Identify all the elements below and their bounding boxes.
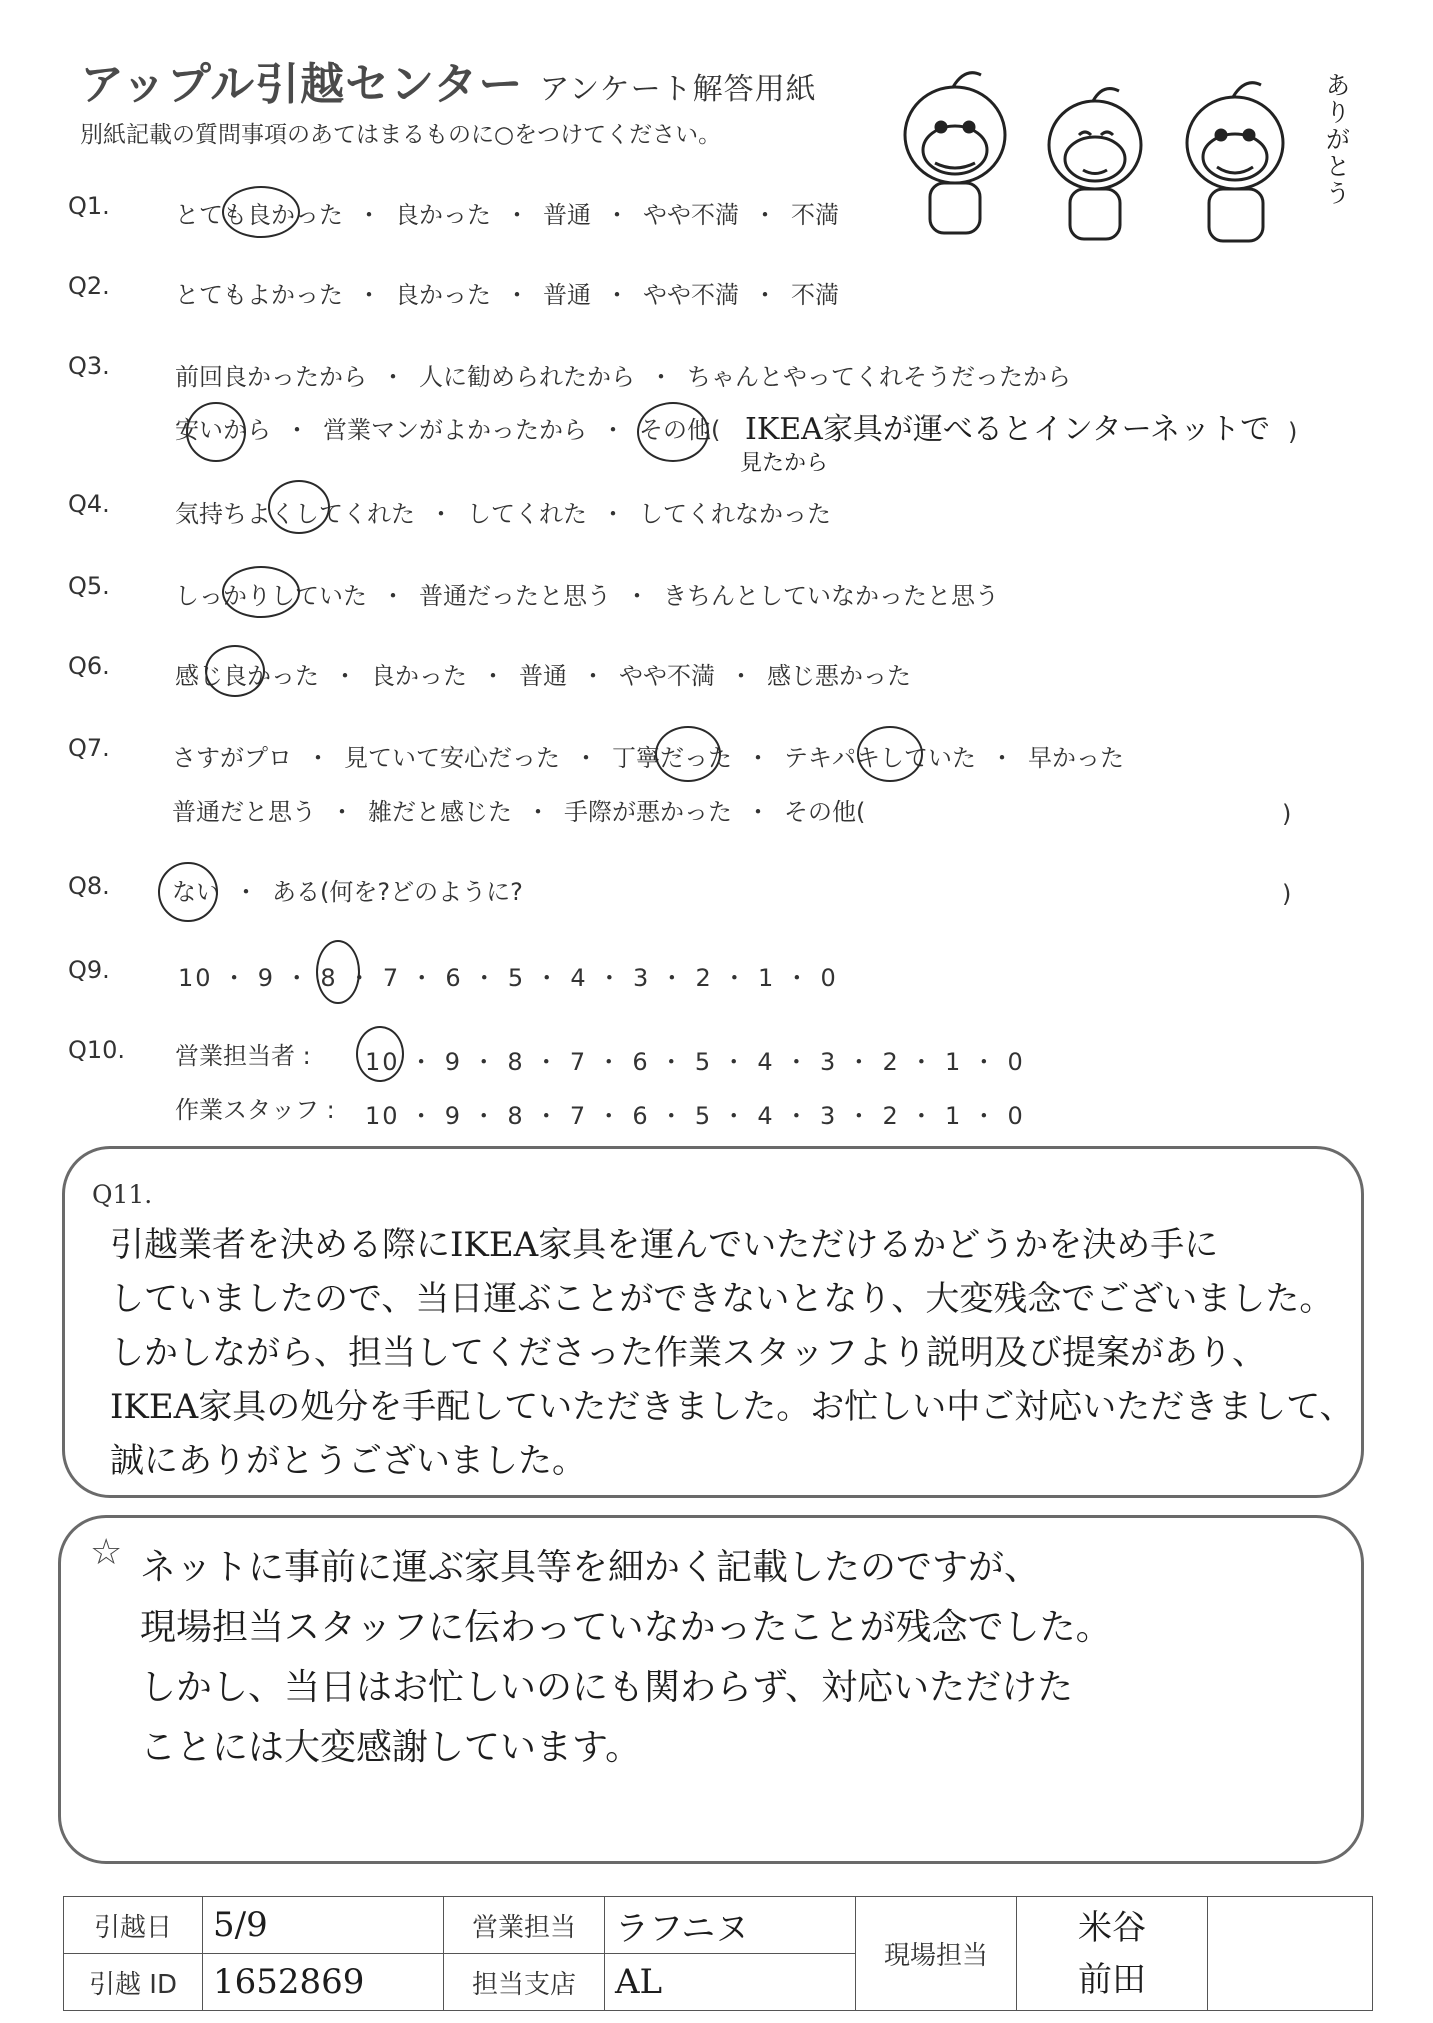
q3-option[interactable]: 安いから [175, 416, 271, 444]
q11-comment-text [110, 1218, 1354, 1488]
q2-option[interactable]: とてもよかった [175, 281, 343, 309]
q3-option[interactable]: ちゃんとやってくれそうだったから [687, 363, 1071, 391]
q5-option[interactable]: きちんとしていなかったと思う [663, 582, 999, 610]
monkey-1-icon [905, 73, 1005, 233]
q4-option[interactable]: してくれなかった [639, 500, 831, 528]
q6-option[interactable]: 良かった [371, 662, 467, 690]
monkey-2-icon [1049, 89, 1141, 239]
q1-option[interactable]: やや不満 [643, 201, 739, 229]
answer-circle [637, 402, 709, 462]
q11-line: していましたので、当日運ぶことができないとなり、大変残念でございました。 [110, 1279, 1334, 1319]
site-label: 現場担当 [856, 1897, 1017, 2011]
q7-option[interactable]: さすがプロ [172, 744, 292, 772]
q2-option[interactable]: 不満 [791, 281, 839, 309]
answer-circle [222, 566, 300, 618]
q4-option[interactable]: してくれた [467, 500, 587, 528]
q8-options: ない ・ ある(何を?どのように? [172, 878, 523, 906]
q7-option[interactable]: その他( [784, 798, 866, 826]
q8-option[interactable]: ない [172, 878, 220, 906]
q10-staff-scale[interactable]: 10 ・ 9 ・ 8 ・ 7 ・ 6 ・ 5 ・ 4 ・ 3 ・ 2 ・ 1 ・ 0 [365, 1102, 1025, 1130]
q7-option[interactable]: 普通だと思う [172, 798, 316, 826]
q11-line: しかしながら、担当してくださった作業スタッフより説明及び提案があり、 [110, 1333, 1266, 1373]
form-name: アンケート解答用紙 [539, 72, 817, 107]
q1-options: とても良かった ・ 良かった ・ 普通 ・ やや不満 ・ 不満 [175, 201, 839, 229]
answer-circle [857, 726, 923, 782]
q3-other-answer: IKEA家具が運べるとインターネットで [745, 412, 1271, 447]
q1-option[interactable]: 不満 [791, 201, 839, 229]
q6-option[interactable]: 感じ良かった [175, 662, 319, 690]
answer-circle [158, 862, 218, 922]
star-icon: ☆ [90, 1532, 123, 1573]
move-id-value: 1652869 [203, 1954, 444, 2011]
q3-other-answer-2: 見たから [740, 451, 829, 476]
q6-option[interactable]: 普通 [519, 662, 567, 690]
answer-circle [205, 645, 265, 697]
q5-option[interactable]: しっかりしていた [175, 582, 367, 610]
q2-options: とてもよかった ・ 良かった ・ 普通 ・ やや不満 ・ 不満 [175, 281, 839, 309]
branch-value: AL [605, 1954, 856, 2011]
q4-options: 気持ちよくしてくれた ・ してくれた ・ してくれなかった [175, 500, 831, 528]
q11-line: 引越業者を決める際にIKEA家具を運んでいただけるかどうかを決め手に [110, 1225, 1219, 1265]
site-value-2: 前田 [1078, 1959, 1146, 2000]
move-date-value: 5/9 [203, 1897, 444, 1954]
q7-option[interactable]: テキパキしていた [784, 744, 976, 772]
q7-close-paren: ) [1282, 800, 1292, 828]
q7-option[interactable]: 丁寧だった [612, 744, 732, 772]
free-comment-text [140, 1538, 1112, 1778]
answer-circle [655, 726, 721, 782]
q7-option[interactable]: 雑だと感じた [368, 798, 512, 826]
q1-option[interactable]: 良かった [395, 201, 491, 229]
q11-line: 誠にありがとうございました。 [110, 1441, 586, 1481]
q8-option[interactable]: ある(何を?どのように? [272, 878, 523, 906]
move-date-label: 引越日 [64, 1897, 203, 1954]
q1-option[interactable]: 普通 [543, 201, 591, 229]
q8-close-paren: ) [1282, 880, 1292, 908]
instruction-text: 別紙記載の質問事項のあてはまるものに○をつけてください。 [80, 122, 722, 148]
answer-circle [268, 480, 330, 534]
move-id-label: 引越 ID [64, 1954, 203, 2011]
q2-option[interactable]: やや不満 [643, 281, 739, 309]
q7-option[interactable]: 早かった [1028, 744, 1124, 772]
q9-number: Q9. [68, 956, 110, 984]
site-value-1: 米谷 [1078, 1907, 1146, 1948]
q10-number: Q10. [68, 1036, 126, 1064]
thanks-text: ありがとう [1322, 72, 1351, 207]
q5-number: Q5. [68, 572, 110, 600]
comment-line: しかし、当日はお忙しいのにも関わらず、対応いただけた [140, 1667, 1074, 1708]
sales-label: 営業担当 [444, 1897, 605, 1954]
q7-options-line2: 普通だと思う ・ 雑だと感じた ・ 手際が悪かった ・ その他( [172, 798, 866, 826]
q10-staff-label: 作業スタッフ : [175, 1096, 335, 1124]
q7-number: Q7. [68, 734, 110, 762]
q3-options-line2: 安いから ・ 営業マンがよかったから ・ その他( [175, 416, 721, 444]
q11-line: IKEA家具の処分を手配していただきました。お忙しい中ご対応いただきまして、 [110, 1387, 1354, 1427]
site-value [1017, 1897, 1208, 2011]
q7-option[interactable]: 手際が悪かった [564, 798, 732, 826]
q5-options: しっかりしていた ・ 普通だったと思う ・ きちんとしていなかったと思う [175, 582, 999, 610]
q6-options: 感じ良かった ・ 良かった ・ 普通 ・ やや不満 ・ 感じ悪かった [175, 662, 911, 690]
q3-close-paren: ) [1288, 418, 1298, 446]
q3-option[interactable]: 前回良かったから [175, 363, 367, 391]
q4-option[interactable]: 気持ちよくしてくれた [175, 500, 415, 528]
q3-option[interactable]: その他( [639, 416, 721, 444]
q7-option[interactable]: 見ていて安心だった [344, 744, 560, 772]
q6-option[interactable]: 感じ悪かった [767, 662, 911, 690]
q3-option[interactable]: 営業マンがよかったから [323, 416, 587, 444]
q1-option[interactable]: とても良かった [175, 201, 343, 229]
comment-line: ネットに事前に運ぶ家具等を細かく記載したのですが、 [140, 1547, 1041, 1588]
q5-option[interactable]: 普通だったと思う [419, 582, 611, 610]
q9-scale[interactable]: 10 ・ 9 ・ 8 ・ 7 ・ 6 ・ 5 ・ 4 ・ 3 ・ 2 ・ 1 ・ 0 [178, 964, 838, 992]
q2-option[interactable]: 良かった [395, 281, 491, 309]
q1-number: Q1. [68, 192, 110, 220]
q10-sales-label: 営業担当者 : [175, 1042, 311, 1070]
comment-line: ことには大変感謝しています。 [140, 1727, 642, 1768]
q11-label: Q11. [92, 1180, 153, 1209]
answer-circle [316, 940, 360, 1004]
company-name: アップル引越センター [80, 59, 524, 110]
q4-number: Q4. [68, 490, 110, 518]
q3-options-line1: 前回良かったから ・ 人に勧められたから ・ ちゃんとやってくれそうだったから [175, 363, 1071, 391]
answer-circle [222, 186, 300, 238]
form-title [80, 48, 817, 112]
q3-number: Q3. [68, 352, 110, 380]
q6-option[interactable]: やや不満 [619, 662, 715, 690]
answer-circle [356, 1026, 404, 1082]
q2-number: Q2. [68, 272, 110, 300]
q10-sales-scale[interactable]: 10 ・ 9 ・ 8 ・ 7 ・ 6 ・ 5 ・ 4 ・ 3 ・ 2 ・ 1 ・ 0 [365, 1048, 1025, 1076]
q3-option[interactable]: 人に勧められたから [419, 363, 635, 391]
blank-cell [1208, 1897, 1373, 2011]
q6-number: Q6. [68, 652, 110, 680]
branch-label: 担当支店 [444, 1954, 605, 2011]
move-info-table [63, 1896, 1373, 2011]
monkey-3-icon [1187, 83, 1283, 241]
q2-option[interactable]: 普通 [543, 281, 591, 309]
comment-line: 現場担当スタッフに伝わっていなかったことが残念でした。 [140, 1607, 1112, 1648]
monkey-mascot-illustration [895, 55, 1355, 255]
q7-options-line1: さすがプロ ・ 見ていて安心だった ・ 丁寧だった ・ テキパキしていた ・ 早かった [172, 744, 1124, 772]
sales-value: ラフニヌ [605, 1897, 856, 1954]
q8-number: Q8. [68, 872, 110, 900]
answer-circle [186, 402, 246, 462]
